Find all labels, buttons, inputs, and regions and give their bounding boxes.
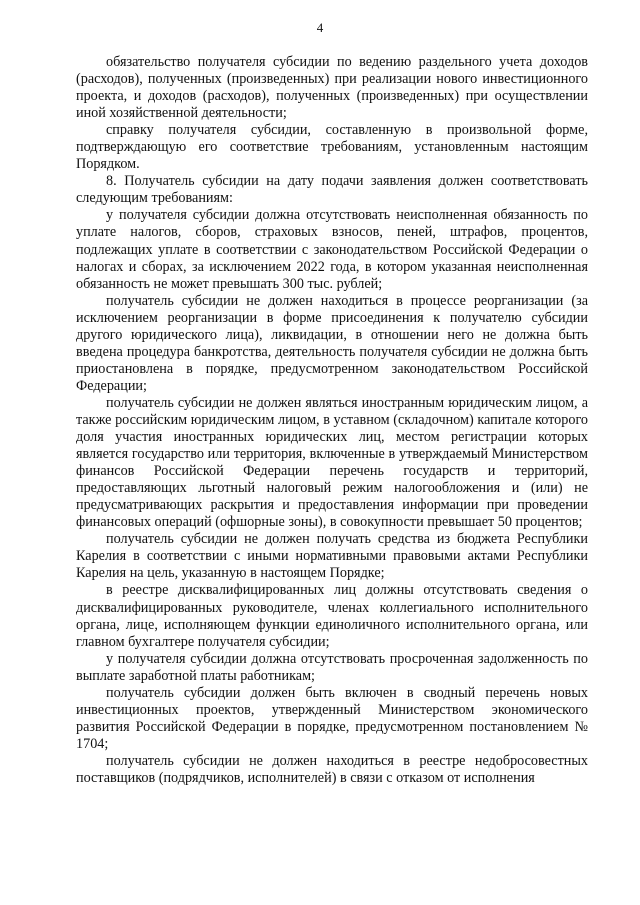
paragraph-10: получатель субсидии должен быть включен в сводный перечень новых инвестиционных проектов, утвержденный Министерством экономического развития Российской Федерации в порядке, предусмотренном постановлением № 1704; bbox=[76, 684, 588, 752]
paragraph-5: получатель субсидии не должен находиться в процессе реорганизации (за исключением реорганизации в форме присоединения к получателю субсидии другого юридического лица), ликвидации, в отношении него не должна быть введена процедура банкротства, деятельность получателя субсидии не должна быть приостановлена в порядке, предусмотренном законодательством Российской Федерации; bbox=[76, 292, 588, 394]
paragraph-9: у получателя субсидии должна отсутствовать просроченная задолженность по выплате заработной платы работникам; bbox=[76, 650, 588, 684]
paragraph-8: в реестре дисквалифицированных лиц должны отсутствовать сведения о дисквалифицированных руководителе, членах коллегиального исполнительного органа, лице, исполняющем функции единоличного исполнительного органа, или главном бухгалтере получателя субсидии; bbox=[76, 582, 588, 650]
paragraph-3: 8. Получатель субсидии на дату подачи заявления должен соответствовать следующим требованиям: bbox=[76, 173, 588, 207]
paragraph-4: у получателя субсидии должна отсутствовать неисполненная обязанность по уплате налогов, сборов, страховых взносов, пеней, штрафов, процентов, подлежащих уплате в соответствии с законодательством Российской Федерации о налогах и сборах, за исключением 2022 года, в котором указанная неисполненная обязанность не может превышать 300 тыс. рублей; bbox=[76, 207, 588, 292]
paragraph-6: получатель субсидии не должен являться иностранным юридическим лицом, а также российским юридическим лицом, в уставном (складочном) капитале которого доля участия иностранных юридических лиц, местом регистрации которых является государство или территория, включенные в утверждаемый Министерством финансов Российской Федерации перечень государств и территорий, предоставляющих льготный налоговый режим налогообложения и (или) не предусматривающих раскрытия и предоставления информации при проведении финансовых операций (офшорные зоны), в совокупности превышает 50 процентов; bbox=[76, 394, 588, 531]
document-body bbox=[76, 54, 588, 787]
paragraph-11: получатель субсидии не должен находиться в реестре недобросовестных поставщиков (подрядчиков, исполнителей) в связи с отказом от исполнения bbox=[76, 752, 588, 786]
paragraph-7: получатель субсидии не должен получать средства из бюджета Республики Карелия в соответствии с иными нормативными правовыми актами Республики Карелия на цель, указанную в настоящем Порядке; bbox=[76, 531, 588, 582]
paragraph-2: справку получателя субсидии, составленную в произвольной форме, подтверждающую его соответствие требованиям, установленным настоящим Порядком. bbox=[76, 122, 588, 173]
paragraph-1: обязательство получателя субсидии по ведению раздельного учета доходов (расходов), полученных (произведенных) при реализации нового инвестиционного проекта, и доходов (расходов), полученных (произведенных) при осуществлении иной хозяйственной деятельности; bbox=[76, 54, 588, 122]
page-number: 4 bbox=[316, 20, 324, 35]
